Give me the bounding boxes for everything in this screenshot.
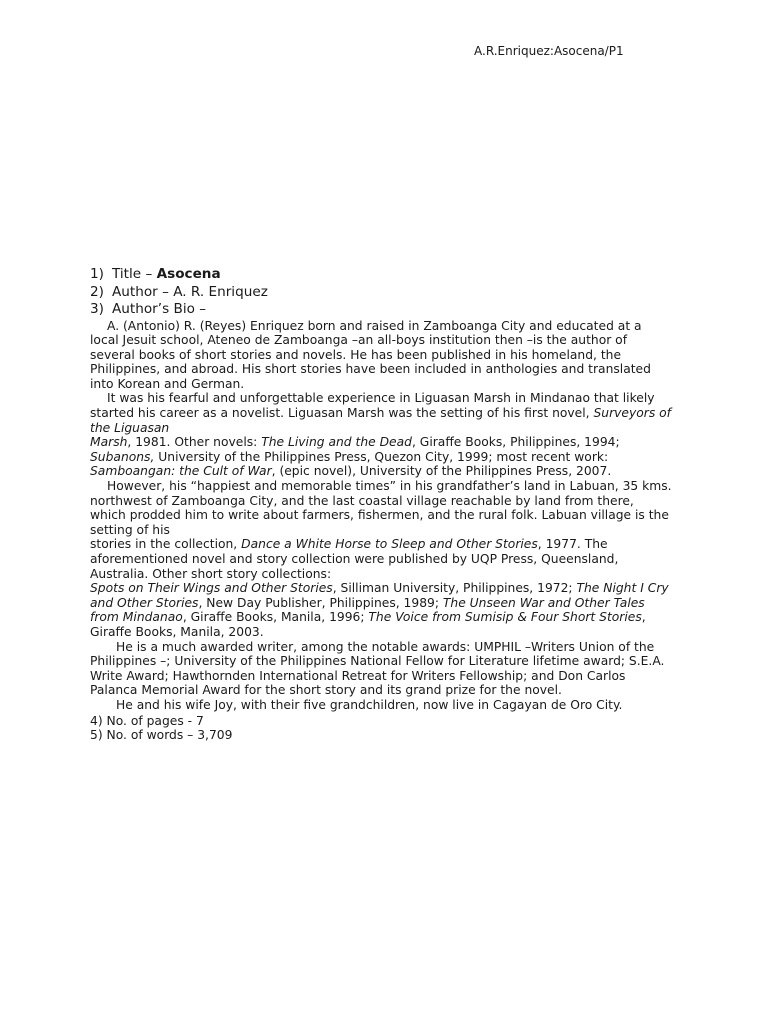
bio-paragraph-3 xyxy=(90,479,672,640)
running-head: A.R.Enriquez:Asocena/P1 xyxy=(474,44,624,58)
word-count: 5) No. of words – 3,709 xyxy=(90,728,233,743)
bio-p3-spots-wings: Spots on Their Wings and Other Stories xyxy=(90,581,333,596)
bio-label: Author’s Bio – xyxy=(112,301,207,317)
bio-p3-night-i-cry: The Night I Cry and Other Stories xyxy=(90,581,669,610)
bio-p2-living-dead: The Living and the Dead xyxy=(261,435,412,450)
bio-p3-text-b: stories in the collection, xyxy=(90,537,242,552)
bio-p2-text-f: , Giraffe Books, Philippines, 1994; xyxy=(411,435,620,450)
author-item xyxy=(90,284,672,302)
title-number: 1) xyxy=(90,266,104,282)
bio-p3-text-a: However, his “happiest and memorable times” in his grandfather’s land in Labuan, 35 kms. northwest of Zamboanga City, and the last coastal village reachable by land from there, which prodded him to write about farmers, fishermen, and the rural folk. Labuan village is the setting of his xyxy=(90,479,672,537)
bio-p2-samboangan: Samboangan: the Cult of War xyxy=(90,464,272,479)
bio-item xyxy=(90,301,672,319)
bio-paragraph-5: He and his wife Joy, with their five grandchildren, now live in Cagayan de Oro City. xyxy=(116,697,623,712)
bio-p2-text-d: , 1981. Other novels: xyxy=(127,435,262,450)
bio-p2-text-a: It was his fearful and unforgettable experience in Liguasan Marsh in Mindanao that likely started his career as a novelist. Liguasan Marsh was the setting of his first novel, xyxy=(90,391,655,421)
bio-p3-text-f: , Silliman University, Philippines, 1972; xyxy=(332,581,577,596)
author-number: 2) xyxy=(90,283,104,300)
bio-paragraph-1: A. (Antonio) R. (Reyes) Enriquez born and raised in Zamboanga City and educated at a local Jesuit school, Ateneo de Zamboanga –an all-boys institution then –is the author of several books of short stories and novels. He has been published in his homeland, the Philippines, and abroad. His short stories have been included in anthologies and translated into Korean and German. xyxy=(90,318,651,391)
bio-paragraph-4: He is a much awarded writer, among the notable awards: UMPHIL –Writers Union of the Philippines –; University of the Philippines National Fellow for Literature lifetime award; S.E.A. Write Award; Hawthornden International Retreat for Writers Fellowship; and Don Carlos Palanca Memorial Award for the short story and its grand prize for the novel. xyxy=(90,639,665,698)
title-label: Title – xyxy=(112,266,157,282)
bio-p3-text-j: , Giraffe Books, Manila, 1996; xyxy=(182,610,369,625)
page-count: 4) No. of pages - 7 xyxy=(90,713,204,728)
bio-p3-text-l: , Giraffe Books, Manila, 2003. xyxy=(90,610,646,639)
title-value: Asocena xyxy=(156,266,221,282)
bio-p3-unseen-war: The Unseen War and Other Tales from Mindanao xyxy=(90,595,645,625)
document-stats xyxy=(90,714,672,744)
author-label: Author – A. R. Enriquez xyxy=(112,283,268,300)
bio-p3-dance-white-horse: Dance a White Horse to Sleep and Other Stories xyxy=(241,537,538,552)
bio-p3-text-d: , 1977. The aforementioned novel and story collection were published by UQP Press, Queensland, Australia. Other short story collections: xyxy=(90,537,619,581)
bio-p3-voice-sumisip: The Voice from Sumisip & Four Short Stories xyxy=(368,610,642,625)
bio-p2-text-j: , (epic novel), University of the Philippines Press, 2007. xyxy=(271,464,612,479)
bio-p2-subanons: Subanons, xyxy=(90,449,155,464)
bio-number: 3) xyxy=(90,301,104,317)
bio-paragraph-2 xyxy=(90,391,672,479)
document-body xyxy=(90,266,672,743)
title-item xyxy=(90,266,672,284)
bio-p3-text-h: , New Day Publisher, Philippines, 1989; xyxy=(198,595,443,610)
bio-p2-novel-title: Surveyors of the Liguasan xyxy=(90,406,672,435)
bio-p2-novel-title-cont: Marsh xyxy=(90,435,128,450)
bio-p2-text-h: University of the Philippines Press, Quezon City, 1999; most recent work: xyxy=(154,449,609,464)
